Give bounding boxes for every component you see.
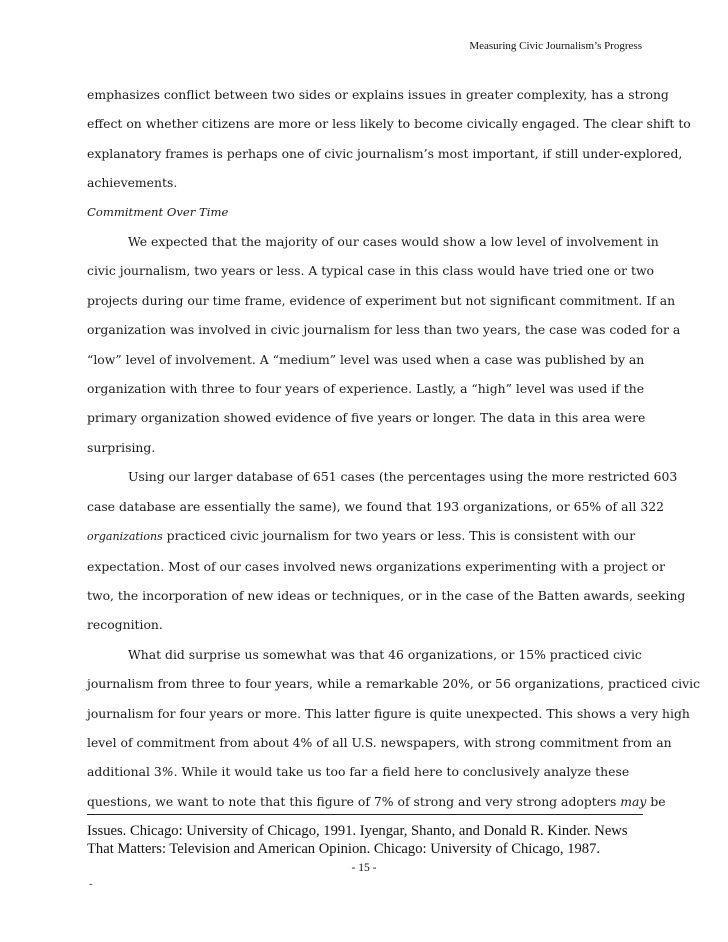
body-line: effect on whether citizens are more or less likely to become civically engaged. The clear shift to xyxy=(87,116,691,132)
body-line-part: . While it would take us too far a field here to conclusively analyze these xyxy=(173,764,630,780)
body-line: organization with three to four years of experience. Lastly, a “high” level was used if the xyxy=(87,381,645,397)
body-line: explanatory frames is perhaps one of civic journalism’s most important, if still under-explored, xyxy=(87,145,683,161)
body-line: What did surprise us somewhat was that 46 organizations, or 15% practiced civic xyxy=(128,646,642,662)
body-line-part: questions, we want to note that this figure of 7% of strong and very strong adopters xyxy=(87,793,621,809)
body-line: achievements. xyxy=(87,175,178,191)
page-number: - 15 - xyxy=(351,862,377,874)
body-line: “low” level of involvement. A “medium” level was used when a case was published by an xyxy=(87,351,645,367)
body-line: expectation. Most of our cases involved news organizations experimenting with a project or xyxy=(87,558,666,574)
body-line: level of commitment from about 4% of all U.S. newspapers, with strong commitment from an xyxy=(87,734,672,750)
body-line: Using our larger database of 651 cases (the percentages using the more restricted 603 xyxy=(128,469,678,485)
italic-emphasis: may xyxy=(620,793,647,809)
body-line: two, the incorporation of new ideas or techniques, or in the case of the Batten awards, seeking xyxy=(87,587,686,603)
italic-percent: % xyxy=(161,764,174,780)
body-line: journalism from three to four years, while a remarkable 20%, or 56 organizations, practiced civic xyxy=(87,676,701,692)
body-line: civic journalism, two years or less. A typical case in this class would have tried one or two xyxy=(87,263,655,279)
body-line: case database are essentially the same), we found that 193 organizations, or 65% of all 322 xyxy=(87,498,664,514)
footnote-line: Issues. Chicago: University of Chicago, 1991. Iyengar, Shanto, and Donald R. Kinder. News xyxy=(87,823,628,839)
body-text xyxy=(87,80,701,816)
body-line xyxy=(87,521,647,551)
running-header: Measuring Civic Journalism’s Progress xyxy=(469,40,642,52)
footnote-divider xyxy=(87,814,643,815)
footnote xyxy=(87,822,647,858)
body-line: organization was involved in civic journalism for less than two years, the case was coded for a xyxy=(87,322,681,338)
body-line: surprising. xyxy=(87,439,156,455)
body-line: recognition. xyxy=(87,617,163,633)
body-line: We expected that the majority of our cases would show a low level of involvement in xyxy=(128,234,659,250)
body-line: projects during our time frame, evidence of experiment but not significant commitment. If an xyxy=(87,292,676,308)
footnote-line: That Matters: Television and American Opinion. Chicago: University of Chicago, 1987. xyxy=(87,841,601,857)
stray-mark: - xyxy=(89,878,93,890)
body-line xyxy=(87,787,666,816)
body-line: emphasizes conflict between two sides or explains issues in greater complexity, has a strong xyxy=(87,87,669,102)
body-line: journalism for four years or more. This latter figure is quite unexpected. This shows a very high xyxy=(87,705,690,721)
body-line xyxy=(87,757,647,786)
body-line-part: be xyxy=(646,793,666,809)
body-line-rest: practiced civic journalism for two years or less. This is consistent with our xyxy=(162,528,636,544)
italic-term: organizations xyxy=(87,530,163,544)
body-line-part: additional 3 xyxy=(87,764,162,780)
section-subheading: Commitment Over Time xyxy=(87,204,229,219)
body-line: primary organization showed evidence of five years or longer. The data in this area were xyxy=(87,410,646,426)
